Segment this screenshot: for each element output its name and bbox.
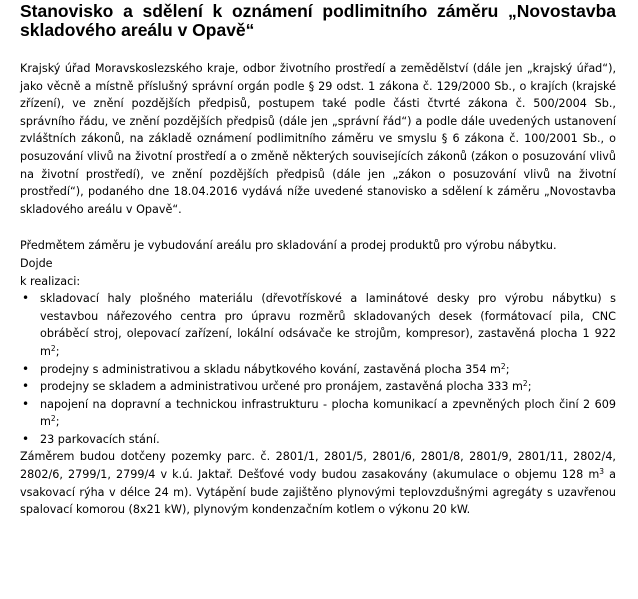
intro-paragraph: Krajský úřad Moravskoslezského kraje, odbor životního prostředí a zemědělství (dále jen „krajský úřad“), jako věcně a místně příslušný správní orgán podle § 29 odst. 1 zákona č. 129/2000 Sb., o krajích (krajské zřízení), ve znění pozdějších předpisů, postupem také podle části čtvrté zákona č. 500/2004 Sb., správního řádu, ve znění pozdějších předpisů (dále jen „správní řád“) a podle dále uvedených ustanovení zvláštních zákonů, na základě oznámení podlimitního záměru ve smyslu § 6 zákona č. 100/2001 Sb., o posuzování vlivů na životní prostředí a o změně některých souvisejících zákonů (zákon o posuzování vlivů na životní prostředí), ve znění pozdějších předpisů (dále jen „zákon o posuzování vlivů na životní prostředí“), podaného dne 18.04.2016 vydává níže uvedené stanovisko a sdělení k záměru „Novostavba skladového areálu v Opavě“. bbox=[20, 62, 616, 216]
subject-sentence: Předmětem záměru je vybudování areálu pro skladování a prodej produktů pro výrobu nábytku. bbox=[20, 239, 557, 253]
list-item: • 23 parkovacích stání. bbox=[20, 431, 616, 449]
list-lead-line-2: k realizaci: bbox=[20, 274, 81, 288]
list-lead-line-1: Dojde bbox=[20, 256, 53, 270]
list-item: • napojení na dopravní a technickou infrastrukturu - plocha komunikací a zpevněných ploch činí 2 609 $m^2$; bbox=[20, 396, 616, 431]
document-title: Stanovisko a sdělení k oznámení podlimitního záměru „Novostavba skladového areálu v Opavě“ bbox=[20, 1, 616, 40]
closing-paragraph: Záměrem budou dotčeny pozemky parc. č. 2801/1, 2801/5, 2801/6, 2801/8, 2801/9, 2801/11, 2802/4, 2802/6, 2799/1, 2799/4 v k.ú. Jaktař. Dešťové vody budou zasakovány (akumulace o objemu 128 $m^3$ a vsakovací rýha v délce 24 m). Vytápění bude zajištěno plynovými teplovzdušnými agregáty s uzavřenou spalovací komorou (8x21 kW), plynovým kondenzačním kotlem o výkonu 20 kW. bbox=[20, 450, 616, 517]
realization-list bbox=[20, 290, 616, 448]
subject-section bbox=[20, 237, 616, 519]
list-item: • prodejny se skladem a administrativou určené pro pronájem, zastavěná plocha 333 $m^2$; bbox=[20, 378, 616, 396]
list-item: • skladovací haly plošného materiálu (dřevotřískové a laminátové desky pro výrobu nábytku) s vestavbou nářezového centra pro úpravu rozměrů skladovaných desek (formátovací pila, CNC obráběcí stroj, olepovací zařízení, lokální odsávače ke strojům, kompresor), zastavěná plocha 1 922 $m^2$; bbox=[20, 290, 616, 360]
list-item: • prodejny s administrativou a skladu nábytkového kování, zastavěná plocha 354 $m^2$; bbox=[20, 361, 616, 379]
